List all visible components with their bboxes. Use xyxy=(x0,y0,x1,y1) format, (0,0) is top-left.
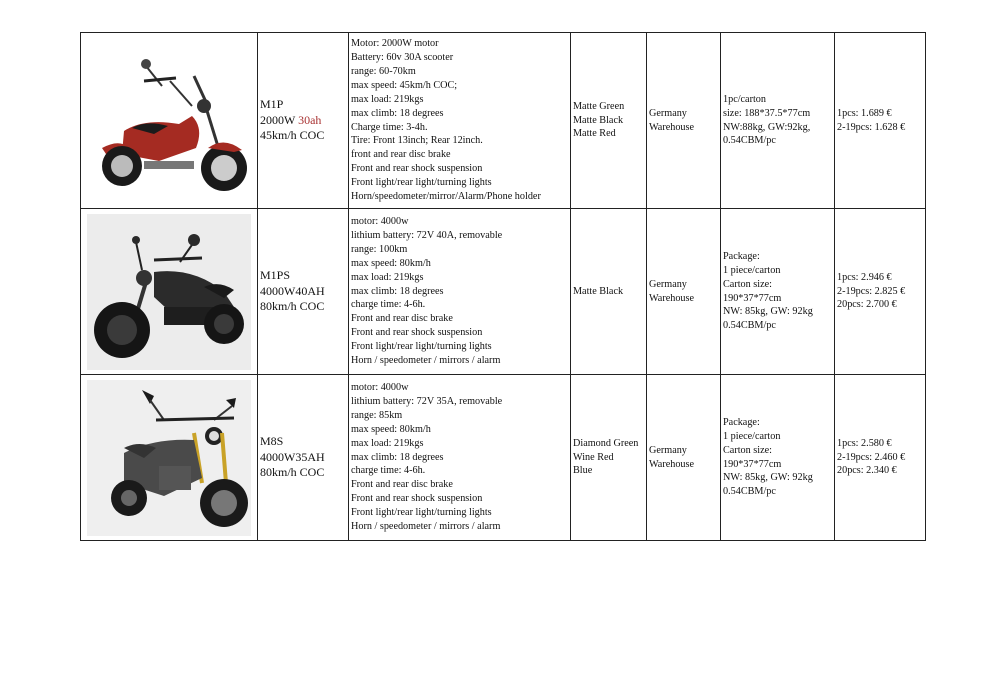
warehouse-line: Germany xyxy=(649,107,687,119)
spec-line: charge time: 4-6h. xyxy=(351,465,426,477)
spec-line: Front and rear shock suspension xyxy=(351,327,483,339)
spec-line: Motor: 2000W motor xyxy=(351,38,439,50)
model-power: 2000W xyxy=(260,112,296,127)
spec-line: Front and rear disc brake xyxy=(351,313,453,325)
spec-line: max load: 219kgs xyxy=(351,437,424,449)
package-line: 1 piece/carton xyxy=(723,264,781,276)
model-name: M1PS xyxy=(260,268,291,283)
warehouse-line: Germany xyxy=(649,278,687,290)
model-name: M1P xyxy=(260,97,284,112)
product-row-m1p xyxy=(81,33,926,209)
package-line: Package: xyxy=(723,250,760,262)
price-tier: 1pcs: 2.580 € xyxy=(837,437,892,449)
package-line: NW: 85kg, GW: 92kg xyxy=(723,472,813,484)
price-tier: 1pcs: 1.689 € xyxy=(837,107,892,119)
spec-line: max climb: 18 degrees xyxy=(351,285,444,297)
package-cell xyxy=(721,33,835,209)
package-line: 1 piece/carton xyxy=(723,430,781,442)
package-line: 190*37*77cm xyxy=(723,292,782,304)
product-spec-table xyxy=(80,32,926,541)
model-cell xyxy=(258,33,349,209)
color-option: Wine Red xyxy=(573,451,614,463)
spec-line: max climb: 18 degrees xyxy=(351,107,444,119)
price-cell xyxy=(835,33,926,209)
package-line: NW:88kg, GW:92kg, xyxy=(723,121,811,133)
colors-cell xyxy=(571,33,647,209)
package-line: 0.54CBM/pc xyxy=(723,135,776,147)
spec-line: Front light/rear light/turning lights xyxy=(351,507,492,519)
spec-line: max load: 219kgs xyxy=(351,93,424,105)
warehouse-line: Germany xyxy=(649,444,687,456)
model-name: M8S xyxy=(260,434,284,449)
spec-line: lithium battery: 72V 35A, removable xyxy=(351,395,503,407)
package-line: Carton size: xyxy=(723,278,772,290)
model-cell xyxy=(258,209,349,375)
spec-line: Horn/speedometer/mirror/Alarm/Phone holder xyxy=(351,191,541,203)
product-image-cell xyxy=(81,375,258,541)
warehouse-cell xyxy=(647,33,721,209)
package-line: 1pc/carton xyxy=(723,93,766,105)
specs-cell xyxy=(349,375,571,541)
spec-line: max speed: 45km/h COC; xyxy=(351,79,458,91)
spec-line: Horn / speedometer / mirrors / alarm xyxy=(351,521,501,533)
model-power: 4000W40AH xyxy=(260,283,325,298)
spec-line: Front light/rear light/turning lights xyxy=(351,341,492,353)
package-line: Carton size: xyxy=(723,444,772,456)
spec-line: Front and rear disc brake xyxy=(351,479,453,491)
color-option: Matte Red xyxy=(573,128,616,140)
model-speed: 80km/h COC xyxy=(260,465,325,480)
warehouse-line: Warehouse xyxy=(649,458,695,470)
spec-line: Front light/rear light/turning lights xyxy=(351,177,492,189)
price-tier: 2-19pcs: 1.628 € xyxy=(837,121,906,133)
spec-line: motor: 4000w xyxy=(351,382,409,394)
model-battery-highlight: 30ah xyxy=(298,112,322,127)
price-cell xyxy=(835,375,926,541)
spec-line: range: 100km xyxy=(351,243,408,255)
spec-line: range: 85km xyxy=(351,409,403,421)
specs-cell xyxy=(349,33,571,209)
package-line: 0.54CBM/pc xyxy=(723,486,776,498)
color-option: Matte Black xyxy=(573,114,624,126)
model-speed: 80km/h COC xyxy=(260,299,325,314)
package-line: 0.54CBM/pc xyxy=(723,320,776,332)
spec-line: Front and rear shock suspension xyxy=(351,163,483,175)
package-cell xyxy=(721,209,835,375)
price-tier: 2-19pcs: 2.825 € xyxy=(837,285,906,297)
spec-line: charge time: 4-6h. xyxy=(351,299,426,311)
product-row-m1ps xyxy=(81,209,926,375)
colors-cell xyxy=(571,209,647,375)
specs-cell xyxy=(349,209,571,375)
spec-line: front and rear disc brake xyxy=(351,149,451,161)
colors-cell xyxy=(571,375,647,541)
price-tier: 1pcs: 2.946 € xyxy=(837,271,892,283)
model-power: 4000W35AH xyxy=(260,449,325,464)
color-option: Matte Green xyxy=(573,100,625,112)
price-tier: 2-19pcs: 2.460 € xyxy=(837,451,906,463)
spec-line: motor: 4000w xyxy=(351,216,409,228)
model-cell xyxy=(258,375,349,541)
product-row-m8s xyxy=(81,375,926,541)
package-line: 190*37*77cm xyxy=(723,458,782,470)
warehouse-line: Warehouse xyxy=(649,292,695,304)
package-line: size: 188*37.5*77cm xyxy=(723,107,811,119)
spec-line: Front and rear shock suspension xyxy=(351,493,483,505)
spec-line: Horn / speedometer / mirrors / alarm xyxy=(351,355,501,367)
product-image-cell xyxy=(81,33,258,209)
spec-line: lithium battery: 72V 40A, removable xyxy=(351,229,503,241)
spec-line: Battery: 60v 30A scooter xyxy=(351,51,454,63)
spec-line: max speed: 80km/h xyxy=(351,257,431,269)
spec-line: Charge time: 3-4h. xyxy=(351,121,428,133)
spec-line: range: 60-70km xyxy=(351,65,416,77)
spec-line: max speed: 80km/h xyxy=(351,423,431,435)
price-cell xyxy=(835,209,926,375)
warehouse-cell xyxy=(647,209,721,375)
product-image-cell xyxy=(81,209,258,375)
model-speed: 45km/h COC xyxy=(260,128,325,143)
price-tier: 20pcs: 2.700 € xyxy=(837,299,897,311)
color-option: Matte Black xyxy=(573,285,624,297)
grey-motorcycle-image xyxy=(84,378,254,538)
spec-line: Tire: Front 13inch; Rear 12inch. xyxy=(351,135,483,147)
red-scooter-image xyxy=(84,36,254,206)
spec-line: max climb: 18 degrees xyxy=(351,451,444,463)
warehouse-cell xyxy=(647,375,721,541)
warehouse-line: Warehouse xyxy=(649,121,695,133)
color-option: Blue xyxy=(573,465,593,477)
package-cell xyxy=(721,375,835,541)
package-line: Package: xyxy=(723,416,760,428)
spec-line: max load: 219kgs xyxy=(351,271,424,283)
price-tier: 20pcs: 2.340 € xyxy=(837,465,897,477)
color-option: Diamond Green xyxy=(573,437,639,449)
black-motorcycle-image xyxy=(84,212,254,372)
package-line: NW: 85kg, GW: 92kg xyxy=(723,306,813,318)
